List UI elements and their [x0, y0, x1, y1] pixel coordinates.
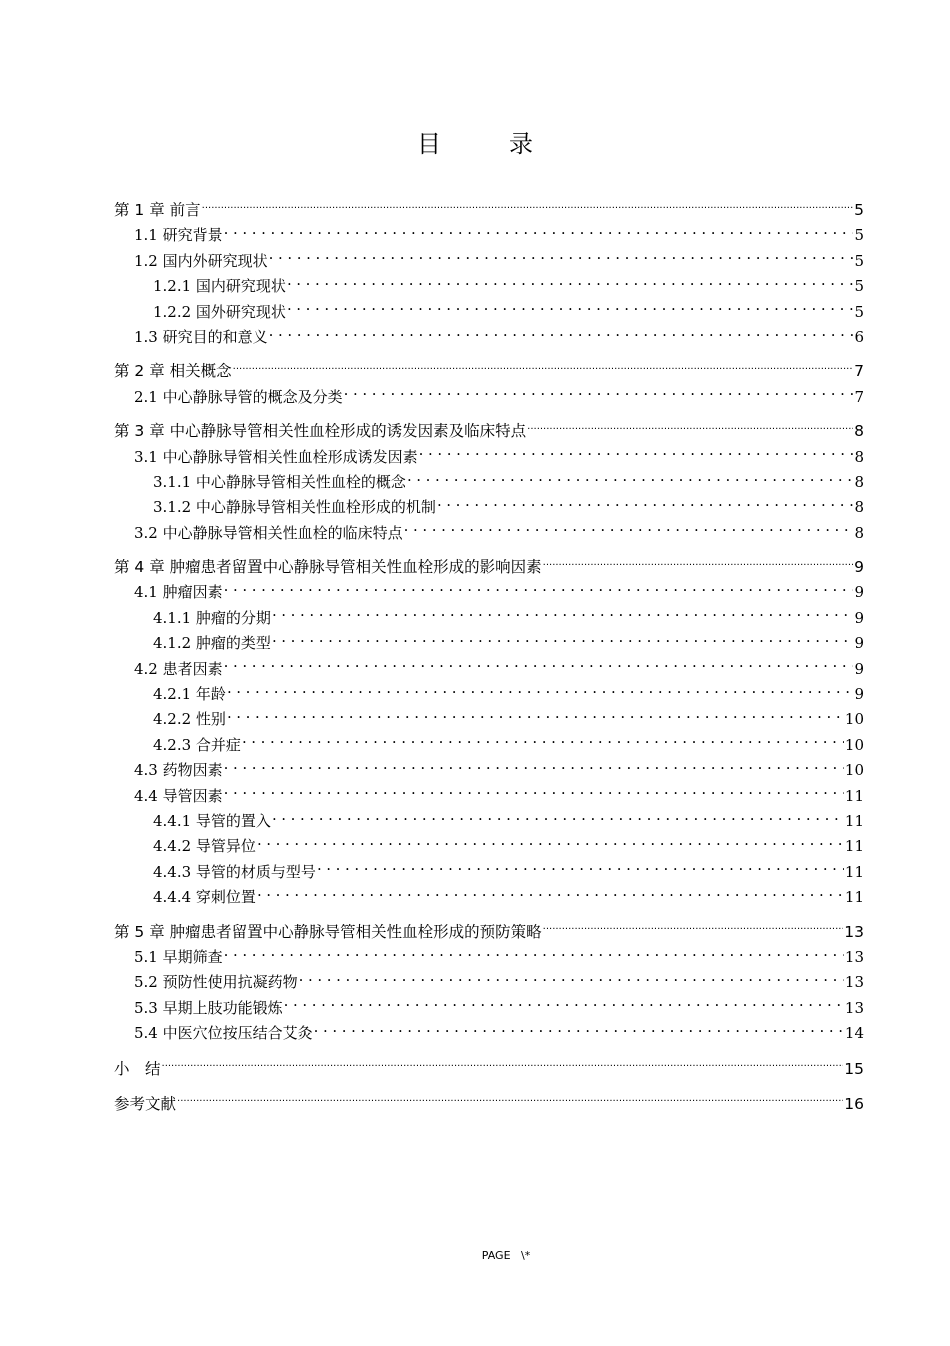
toc-entry-title: 第 2 章 相关概念	[114, 362, 232, 381]
dot-leader	[437, 497, 854, 512]
toc-entry-page-number: 11	[844, 862, 864, 881]
toc-entry-page-number: 5	[854, 251, 864, 270]
dot-leader	[224, 786, 844, 801]
toc-entry-page-number: 9	[854, 659, 864, 678]
toc-entry-title: 4.1.1 肿瘤的分期	[153, 608, 271, 627]
toc-entry-section[interactable]	[114, 385, 864, 410]
toc-entry-section[interactable]	[114, 996, 864, 1021]
toc-entry-page-number: 13	[844, 998, 864, 1017]
dot-leader	[272, 811, 844, 826]
dot-leader	[272, 608, 854, 623]
dot-leader	[314, 1023, 844, 1038]
toc-entry-title: 4.4.4 穿刺位置	[153, 888, 256, 907]
toc-entry-page-number: 15	[844, 1059, 864, 1078]
toc-entry-section[interactable]	[114, 325, 864, 350]
toc-entry-title: 4.2.3 合并症	[153, 735, 241, 754]
toc-entry-page-number: 14	[844, 1024, 864, 1043]
toc-entry-page-number: 11	[844, 811, 864, 830]
toc-entry-section[interactable]	[114, 521, 864, 546]
toc-entry-title: 3.1.2 中心静脉导管相关性血栓形成的机制	[153, 498, 436, 517]
dot-leader	[257, 887, 844, 902]
toc-entry-section[interactable]	[114, 758, 864, 783]
toc-entry-title: 3.2 中心静脉导管相关性血栓的临床特点	[134, 523, 403, 542]
dot-leader	[227, 684, 854, 699]
toc-entry-subsection[interactable]	[114, 631, 864, 656]
dot-leader	[287, 276, 854, 291]
toc-entry-page-number: 13	[844, 922, 864, 941]
toc-entry-section[interactable]	[114, 945, 864, 970]
toc-entry-title: 3.1 中心静脉导管相关性血栓形成诱发因素	[134, 447, 418, 466]
toc-entry-title: 4.3 药物因素	[134, 761, 223, 780]
toc-entry-title: 1.3 研究目的和意义	[134, 327, 268, 346]
dot-leader	[224, 225, 854, 240]
toc-entry-title: 第 4 章 肿瘤患者留置中心静脉导管相关性血栓形成的影响因素	[114, 558, 542, 577]
toc-entry-chapter[interactable]	[114, 1057, 864, 1082]
dot-leader	[162, 1058, 844, 1074]
dot-leader	[227, 709, 844, 724]
toc-entry-page-number: 9	[854, 685, 864, 704]
toc-entry-page-number: 7	[854, 387, 864, 406]
dot-leader	[527, 421, 853, 437]
page-title: 目 录	[417, 130, 555, 158]
toc-entry-page-number: 11	[844, 837, 864, 856]
table-of-contents	[114, 198, 864, 1117]
toc-entry-title: 1.2.2 国外研究现状	[153, 302, 286, 321]
toc-entry-chapter[interactable]	[114, 555, 864, 580]
toc-entry-page-number: 8	[854, 447, 864, 466]
toc-entry-section[interactable]	[114, 784, 864, 809]
dot-leader	[287, 302, 854, 317]
toc-entry-title: 2.1 中心静脉导管的概念及分类	[134, 387, 343, 406]
dot-leader	[299, 972, 844, 987]
toc-entry-title: 第 1 章 前言	[114, 201, 201, 219]
toc-entry-page-number: 8	[854, 498, 864, 517]
toc-entry-page-number: 5	[854, 201, 864, 219]
dot-leader	[233, 361, 853, 377]
toc-entry-title: 5.4 中医穴位按压结合艾灸	[134, 1024, 313, 1043]
toc-entry-subsection[interactable]	[114, 860, 864, 885]
toc-entry-chapter[interactable]	[114, 359, 864, 384]
toc-entry-page-number: 5	[854, 302, 864, 321]
toc-entry-page-number: 8	[854, 523, 864, 542]
toc-entry-subsection[interactable]	[114, 606, 864, 631]
toc-entry-page-number: 10	[844, 735, 864, 754]
toc-entry-subsection[interactable]	[114, 300, 864, 325]
dot-leader	[543, 921, 844, 937]
toc-entry-page-number: 9	[854, 608, 864, 627]
toc-entry-title: 4.1 肿瘤因素	[134, 583, 223, 602]
toc-entry-title: 4.4.3 导管的材质与型号	[153, 862, 316, 881]
toc-entry-title: 1.1 研究背景	[134, 226, 223, 245]
dot-leader	[317, 862, 844, 877]
toc-entry-subsection[interactable]	[114, 470, 864, 495]
toc-entry-subsection[interactable]	[114, 809, 864, 834]
toc-entry-page-number: 6	[854, 327, 864, 346]
dot-leader	[269, 251, 854, 266]
dot-leader	[269, 327, 854, 342]
dot-leader	[257, 836, 844, 851]
toc-entry-chapter[interactable]	[114, 198, 864, 223]
toc-entry-title: 4.1.2 肿瘤的类型	[153, 634, 271, 653]
toc-entry-subsection[interactable]	[114, 733, 864, 758]
toc-entry-page-number: 5	[854, 226, 864, 245]
toc-entry-title: 参考文献	[114, 1094, 177, 1113]
dot-leader	[177, 1093, 843, 1109]
toc-entry-section[interactable]	[114, 970, 864, 995]
toc-entry-title: 4.4.1 导管的置入	[153, 811, 271, 830]
page-footer	[0, 1249, 950, 1262]
toc-entry-section[interactable]	[114, 1021, 864, 1046]
dot-leader	[242, 735, 844, 750]
toc-entry-subsection[interactable]	[114, 682, 864, 707]
toc-entry-subsection[interactable]	[114, 274, 864, 299]
toc-entry-section[interactable]	[114, 445, 864, 470]
toc-entry-page-number: 11	[844, 888, 864, 907]
dot-leader	[419, 447, 854, 462]
toc-entry-section[interactable]	[114, 580, 864, 605]
toc-entry-subsection[interactable]	[114, 707, 864, 732]
toc-entry-section[interactable]	[114, 657, 864, 682]
toc-entry-page-number: 13	[844, 947, 864, 966]
dot-leader	[543, 557, 853, 573]
toc-entry-page-number: 9	[854, 558, 864, 577]
toc-entry-chapter[interactable]	[114, 1092, 864, 1117]
dot-leader	[202, 200, 853, 216]
toc-entry-title: 4.4 导管因素	[134, 786, 223, 805]
page-number-field: PAGE \*	[481, 1249, 531, 1262]
toc-entry-page-number: 7	[854, 362, 864, 381]
toc-entry-title: 第 3 章 中心静脉导管相关性血栓形成的诱发因素及临床特点	[114, 422, 527, 441]
toc-entry-page-number: 16	[844, 1094, 864, 1113]
toc-entry-section[interactable]	[114, 223, 864, 248]
toc-entry-page-number: 10	[844, 761, 864, 780]
dot-leader	[407, 472, 854, 487]
toc-entry-page-number: 9	[854, 634, 864, 653]
toc-entry-title: 5.1 早期筛查	[134, 947, 223, 966]
toc-entry-title: 4.2 患者因素	[134, 659, 223, 678]
toc-entry-page-number: 11	[844, 786, 864, 805]
toc-entry-subsection[interactable]	[114, 495, 864, 520]
toc-entry-page-number: 9	[854, 583, 864, 602]
dot-leader	[344, 387, 854, 402]
dot-leader	[284, 998, 844, 1013]
toc-entry-title: 第 5 章 肿瘤患者留置中心静脉导管相关性血栓形成的预防策略	[114, 922, 542, 941]
toc-entry-title: 4.2.1 年龄	[153, 685, 226, 704]
dot-leader	[404, 523, 854, 538]
dot-leader	[224, 659, 854, 674]
toc-entry-page-number: 13	[844, 973, 864, 992]
toc-entry-title: 4.2.2 性别	[153, 710, 226, 729]
dot-leader	[224, 582, 854, 597]
toc-entry-page-number: 8	[854, 422, 864, 441]
toc-entry-title: 5.3 早期上肢功能锻炼	[134, 998, 283, 1017]
toc-entry-title: 4.4.2 导管异位	[153, 837, 256, 856]
toc-entry-chapter[interactable]	[114, 419, 864, 444]
toc-entry-title: 3.1.1 中心静脉导管相关性血栓的概念	[153, 472, 406, 491]
toc-entry-title: 1.2.1 国内研究现状	[153, 277, 286, 296]
toc-entry-title: 5.2 预防性使用抗凝药物	[134, 973, 298, 992]
toc-entry-title: 小 结	[114, 1059, 161, 1078]
toc-entry-section[interactable]	[114, 249, 864, 274]
toc-entry-page-number: 10	[844, 710, 864, 729]
toc-entry-chapter[interactable]	[114, 920, 864, 945]
toc-entry-title: 1.2 国内外研究现状	[134, 251, 268, 270]
toc-entry-page-number: 5	[854, 277, 864, 296]
toc-entry-page-number: 8	[854, 472, 864, 491]
dot-leader	[224, 947, 844, 962]
dot-leader	[272, 633, 854, 648]
dot-leader	[224, 760, 844, 775]
toc-entry-subsection[interactable]	[114, 834, 864, 859]
toc-entry-subsection[interactable]	[114, 885, 864, 910]
